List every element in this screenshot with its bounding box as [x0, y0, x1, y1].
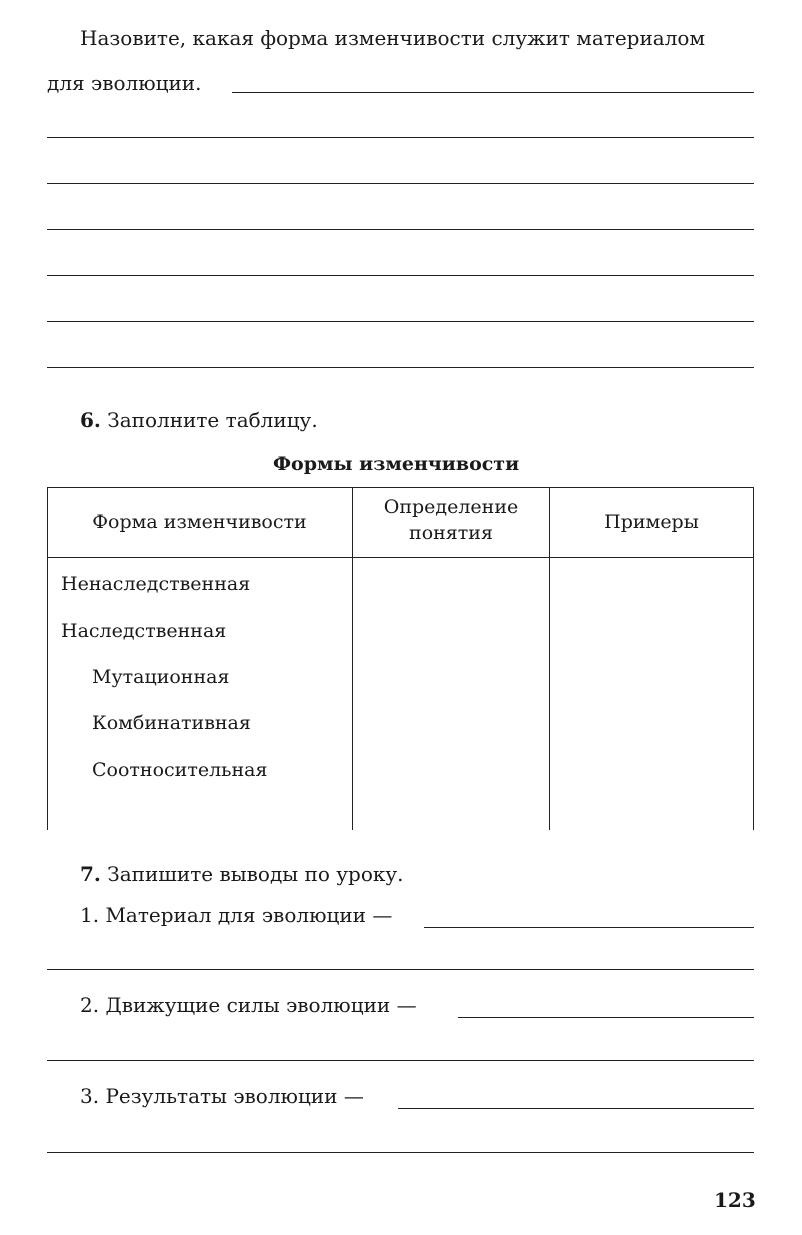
table-border-top [47, 487, 754, 488]
conclusion-item: 3. Результаты эволюции — [80, 1084, 364, 1108]
table-row-label: Наследственная [61, 620, 227, 642]
answer-line[interactable] [398, 1108, 754, 1109]
answer-line[interactable] [47, 1152, 754, 1153]
table-row-label: Соотносительная [92, 759, 268, 781]
task5-question-line1: Назовите, какая форма изменчивости служит материалом [80, 26, 706, 50]
table-title: Формы изменчивости [273, 453, 520, 475]
table-header-examples: Примеры [604, 511, 699, 533]
answer-line[interactable] [47, 367, 754, 368]
answer-line[interactable] [47, 969, 754, 970]
table-row-label: Комбинативная [92, 712, 251, 734]
task6-heading [80, 408, 318, 432]
table-border-left [47, 487, 48, 830]
table-column-divider [352, 487, 353, 830]
answer-line[interactable] [47, 137, 754, 138]
table-header-divider [47, 557, 754, 558]
conclusion-item: 1. Материал для эволюции — [80, 903, 393, 927]
task7-text: Запишите выводы по уроку. [107, 862, 404, 886]
page-number: 123 [714, 1188, 756, 1212]
conclusion-item: 2. Движущие силы эволюции — [80, 993, 417, 1017]
answer-line[interactable] [47, 229, 754, 230]
task5-question-line2: для эволюции. [47, 71, 202, 95]
task6-text: Заполните таблицу. [107, 408, 318, 432]
table-header-form: Форма изменчивости [92, 511, 307, 533]
table-row-label: Мутационная [92, 666, 230, 688]
answer-line[interactable] [47, 1060, 754, 1061]
answer-line[interactable] [232, 92, 754, 93]
answer-line[interactable] [424, 927, 754, 928]
task7-heading [80, 862, 404, 886]
table-header-definition: Определение понятия [383, 496, 519, 544]
answer-line[interactable] [47, 275, 754, 276]
task7-number: 7. [80, 862, 101, 886]
table-column-divider [549, 487, 550, 830]
answer-line[interactable] [47, 321, 754, 322]
answer-line[interactable] [47, 183, 754, 184]
task6-number: 6. [80, 408, 101, 432]
answer-line[interactable] [458, 1017, 754, 1018]
variability-table [47, 487, 754, 830]
table-row-label: Ненаследственная [61, 573, 251, 595]
table-border-right [753, 487, 754, 830]
